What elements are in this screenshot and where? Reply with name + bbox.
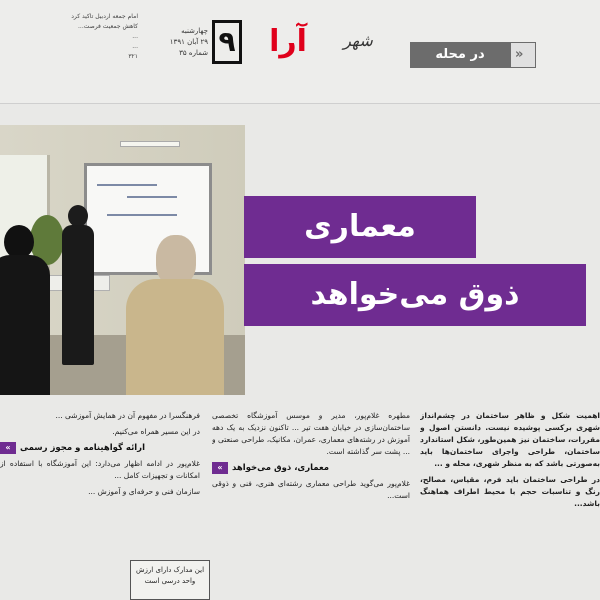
paragraph: در این مسیر همراه می‌کنیم. bbox=[112, 427, 200, 436]
corner-line: ... bbox=[132, 33, 138, 40]
paragraph: اهمیت شکل و ظاهر ساختمان در چشم‌انداز شهری برکسی پوشیده نیست. دانستن اصول و مقررات، ساختمان نیز همین‌طور، شکل استاندارد ساختمان، طراحی واجرای ساختمان‌ها باید به‌صورتی باشد که به منظر شهری، محله و ... bbox=[420, 411, 600, 468]
date-line: شماره ۳۵ bbox=[179, 49, 208, 57]
student-head bbox=[4, 225, 34, 259]
masthead bbox=[160, 18, 390, 76]
paragraph: در طراحی ساختمان باید فرم، مقیاس، مصالح، رنگ و تناسبات حجم با محیط اطراف هماهنگ باشد... bbox=[420, 475, 600, 508]
issue-date bbox=[160, 26, 208, 59]
corner-line: امام جمعه اردبیل تاکید کرد bbox=[71, 13, 138, 20]
headline-line-2: ذوق می‌خواهد bbox=[244, 264, 586, 326]
board-scribble bbox=[127, 196, 177, 198]
corner-line: ... bbox=[132, 43, 138, 50]
headline-line-1: معماری bbox=[244, 196, 476, 258]
board-scribble bbox=[97, 184, 157, 186]
student-body bbox=[0, 255, 50, 395]
teacher-head bbox=[68, 205, 88, 227]
student-body bbox=[126, 279, 224, 395]
newspaper-logo-prefix: شهر bbox=[343, 31, 373, 50]
paragraph: غلام‌پور می‌گوید طراحی معماری رشته‌ای هنری، فنی و ذوقی است... bbox=[212, 479, 410, 500]
section-label[interactable]: در محله bbox=[410, 42, 510, 68]
subheading-text: معماری، ذوق می‌خواهد bbox=[232, 463, 330, 473]
photo-ceiling-light bbox=[120, 141, 180, 147]
photo-student-left bbox=[0, 225, 50, 395]
article-column-middle bbox=[212, 410, 410, 600]
callout-box bbox=[130, 560, 210, 600]
double-chevron-icon: » bbox=[212, 462, 228, 474]
callout-line: واحد درسی است bbox=[144, 577, 196, 585]
paragraph: مطهره غلام‌پور، مدیر و موسس آموزشگاه تخصصی ساختمان‌سازی در خیابان هفت تیر ... تاکنون نزدیک به یک دهه آموزش در رشته‌های معماری، عمران، مکانیک، طراحی صنعتی و ... پشت سر گذاشته است. bbox=[212, 411, 410, 456]
paragraph: سازمان فنی و حرفه‌ای و آموزش ... bbox=[88, 487, 200, 496]
corner-news-snippet bbox=[8, 12, 138, 62]
board-scribble bbox=[107, 214, 177, 216]
classroom-photo bbox=[0, 125, 245, 395]
date-line: ۲۹ آبان ۱۳۹۱ bbox=[169, 38, 208, 46]
page-header bbox=[0, 0, 600, 104]
paragraph: غلام‌پور در ادامه اظهار می‌دارد: این آموزشگاه با استفاده از امکانات و تجهیزات کامل ... bbox=[0, 459, 200, 480]
newspaper-logo: آرا bbox=[269, 24, 307, 59]
callout-line: این مدارک دارای ارزش bbox=[135, 566, 205, 574]
issue-number: ۹ bbox=[212, 20, 242, 64]
subheading bbox=[212, 462, 410, 474]
double-chevron-icon: » bbox=[0, 442, 16, 454]
date-line: چهارشنبه bbox=[181, 27, 208, 35]
article-column-right bbox=[420, 410, 600, 600]
photo-student-front bbox=[120, 235, 230, 395]
double-chevron-icon: » bbox=[510, 42, 536, 68]
teacher-body bbox=[62, 225, 94, 365]
corner-line: ۳۲۱ bbox=[128, 53, 138, 60]
student-head bbox=[156, 235, 196, 285]
photo-teacher bbox=[60, 205, 96, 365]
paragraph: فرهنگسرا در مفهوم آن در همایش آموزشی ... bbox=[55, 411, 200, 420]
subheading-text: ارائه گواهینامه و مجوز رسمی bbox=[20, 443, 145, 453]
corner-line: کاهش جمعیت فرصت... bbox=[78, 23, 138, 30]
subheading bbox=[0, 442, 200, 454]
